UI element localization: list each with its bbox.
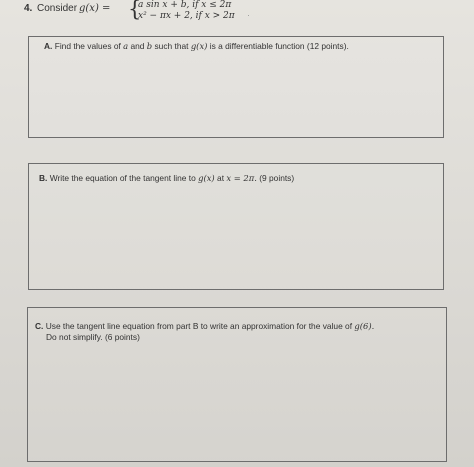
part-c-label: C.: [35, 321, 44, 331]
part-a-and: and: [130, 41, 145, 51]
piecewise-case-2: x² − πx + 2, if x > 2π: [138, 11, 235, 21]
part-c-g6: g(6).: [354, 321, 375, 331]
part-c-line-2: Do not simplify. (6 points): [46, 332, 140, 342]
part-a-prompt: [44, 41, 349, 52]
part-b-at: at: [217, 173, 225, 183]
part-b-points: (9 points): [259, 173, 295, 183]
part-c-answer-box[interactable]: [27, 307, 447, 462]
piecewise-case-1: a sin x + b, if x ≤ 2π: [138, 0, 232, 10]
part-a-text-after: is a differentiable function (12 points).: [209, 41, 349, 51]
part-a-text-mid: such that: [154, 41, 189, 51]
part-b-prompt: [39, 173, 294, 184]
part-c-prompt: [35, 321, 374, 343]
function-definition-lhs: g(x) =: [79, 3, 111, 14]
part-c-line-1: [35, 321, 374, 332]
part-c-text: Use the tangent line equation from part B to write an approximation for the value of: [45, 321, 353, 331]
part-a-label: A.: [44, 41, 53, 51]
part-b-label: B.: [39, 173, 48, 183]
variable-b: b: [146, 41, 153, 51]
part-b-answer-box[interactable]: [28, 163, 444, 290]
part-b-function: g(x): [198, 173, 215, 183]
question-header: [24, 0, 464, 26]
stray-mark: ·: [247, 10, 250, 20]
part-b-text-before: Write the equation of the tangent line to: [49, 173, 196, 183]
variable-a: a: [123, 41, 129, 51]
question-number: 4.: [24, 3, 33, 14]
part-a-text-before: Find the values of: [54, 41, 121, 51]
consider-label: Consider: [37, 3, 78, 14]
part-b-x-value: x = 2π.: [226, 173, 257, 183]
piecewise-brace: {: [128, 0, 142, 21]
part-a-answer-box[interactable]: [28, 36, 444, 138]
part-a-function: g(x): [190, 41, 208, 51]
